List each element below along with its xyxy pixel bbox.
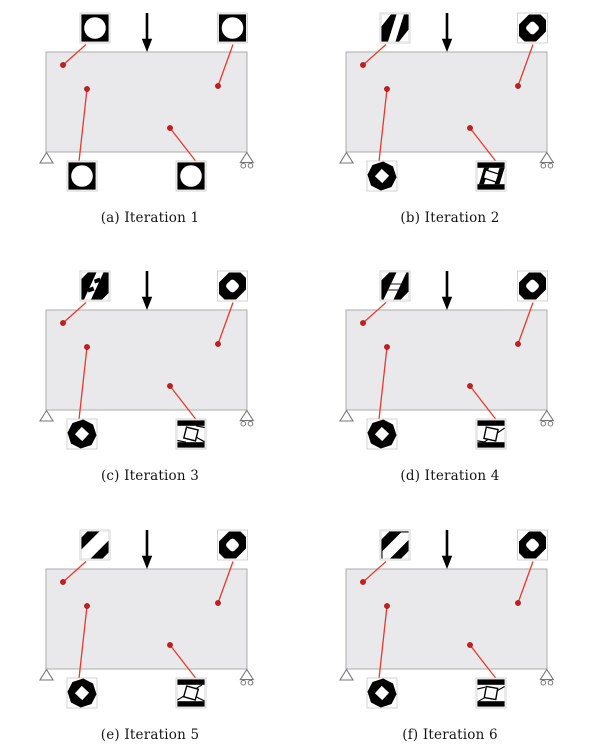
panel-iteration-2 — [300, 0, 600, 252]
panel-iteration-6 — [300, 504, 600, 756]
panel-drawing-iteration-2 — [300, 0, 600, 200]
panel-iteration-4 — [300, 252, 600, 504]
panel-iteration-1 — [0, 0, 300, 252]
panel-drawing-iteration-4 — [300, 258, 600, 458]
panel-drawing-iteration-3 — [0, 258, 300, 458]
panel-iteration-5 — [0, 504, 300, 756]
panel-caption: (d) Iteration 4 — [400, 468, 500, 484]
panel-drawing-iteration-5 — [0, 517, 300, 717]
panel-caption: (a) Iteration 1 — [100, 210, 200, 226]
panel-drawing-iteration-1 — [0, 0, 300, 200]
panel-drawing-iteration-6 — [300, 517, 600, 717]
panel-caption: (e) Iteration 5 — [100, 727, 200, 743]
panel-iteration-3 — [0, 252, 300, 504]
panel-caption: (b) Iteration 2 — [400, 210, 500, 226]
panel-caption: (f) Iteration 6 — [402, 727, 498, 743]
panel-caption: (c) Iteration 3 — [100, 468, 200, 484]
